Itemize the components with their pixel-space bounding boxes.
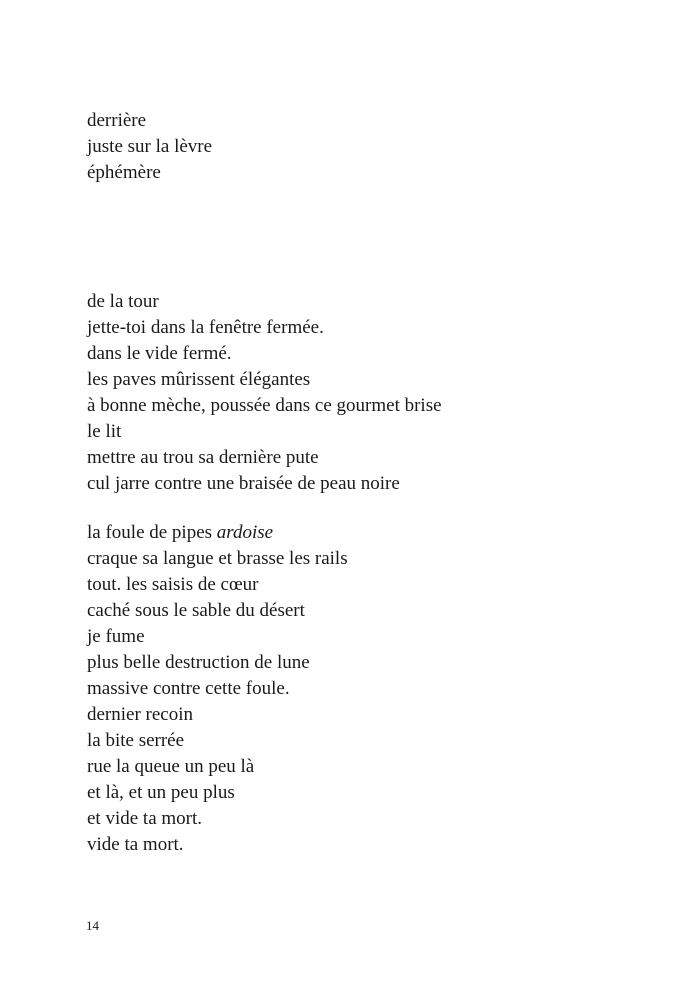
- poem-line: [87, 520, 348, 546]
- poem-line: la bite serrée: [87, 730, 185, 751]
- poem-line: le lit: [87, 421, 122, 442]
- stanza-1: [87, 108, 212, 186]
- poem-line: tout. les saisis de cœur: [87, 574, 259, 595]
- poem-line: juste sur la lèvre: [87, 136, 213, 157]
- poem-line-text: la foule de pipes: [87, 522, 217, 543]
- poem-line: de la tour: [87, 291, 159, 312]
- poem-line: dans le vide fermé.: [87, 343, 232, 364]
- poem-line: à bonne mèche, poussée dans ce gourmet brise: [87, 395, 442, 416]
- poem-line: caché sous le sable du désert: [87, 600, 305, 621]
- poem-line: les paves mûrissent élégantes: [87, 369, 311, 390]
- page-number: 14: [86, 918, 99, 933]
- poem-line: craque sa langue et brasse les rails: [87, 548, 348, 569]
- poem-line: massive contre cette foule.: [87, 678, 290, 699]
- stanza-3: [87, 520, 348, 858]
- poem-line: dernier recoin: [87, 704, 194, 725]
- italic-word: ardoise: [216, 522, 274, 543]
- poem-line: éphémère: [87, 162, 161, 183]
- poem-line: cul jarre contre une braisée de peau noire: [87, 473, 400, 494]
- poem-line: et là, et un peu plus: [87, 782, 235, 803]
- poem-line: plus belle destruction de lune: [87, 652, 310, 673]
- poem-line: mettre au trou sa dernière pute: [87, 447, 319, 468]
- poem-line: et vide ta mort.: [87, 808, 203, 829]
- stanza-2: [87, 289, 442, 497]
- poem-line: rue la queue un peu là: [87, 756, 255, 777]
- poem-line: vide ta mort.: [87, 834, 184, 855]
- poem-line: jette-toi dans la fenêtre fermée.: [87, 317, 324, 338]
- poem-line: derrière: [87, 110, 147, 131]
- poem-line: je fume: [87, 626, 145, 647]
